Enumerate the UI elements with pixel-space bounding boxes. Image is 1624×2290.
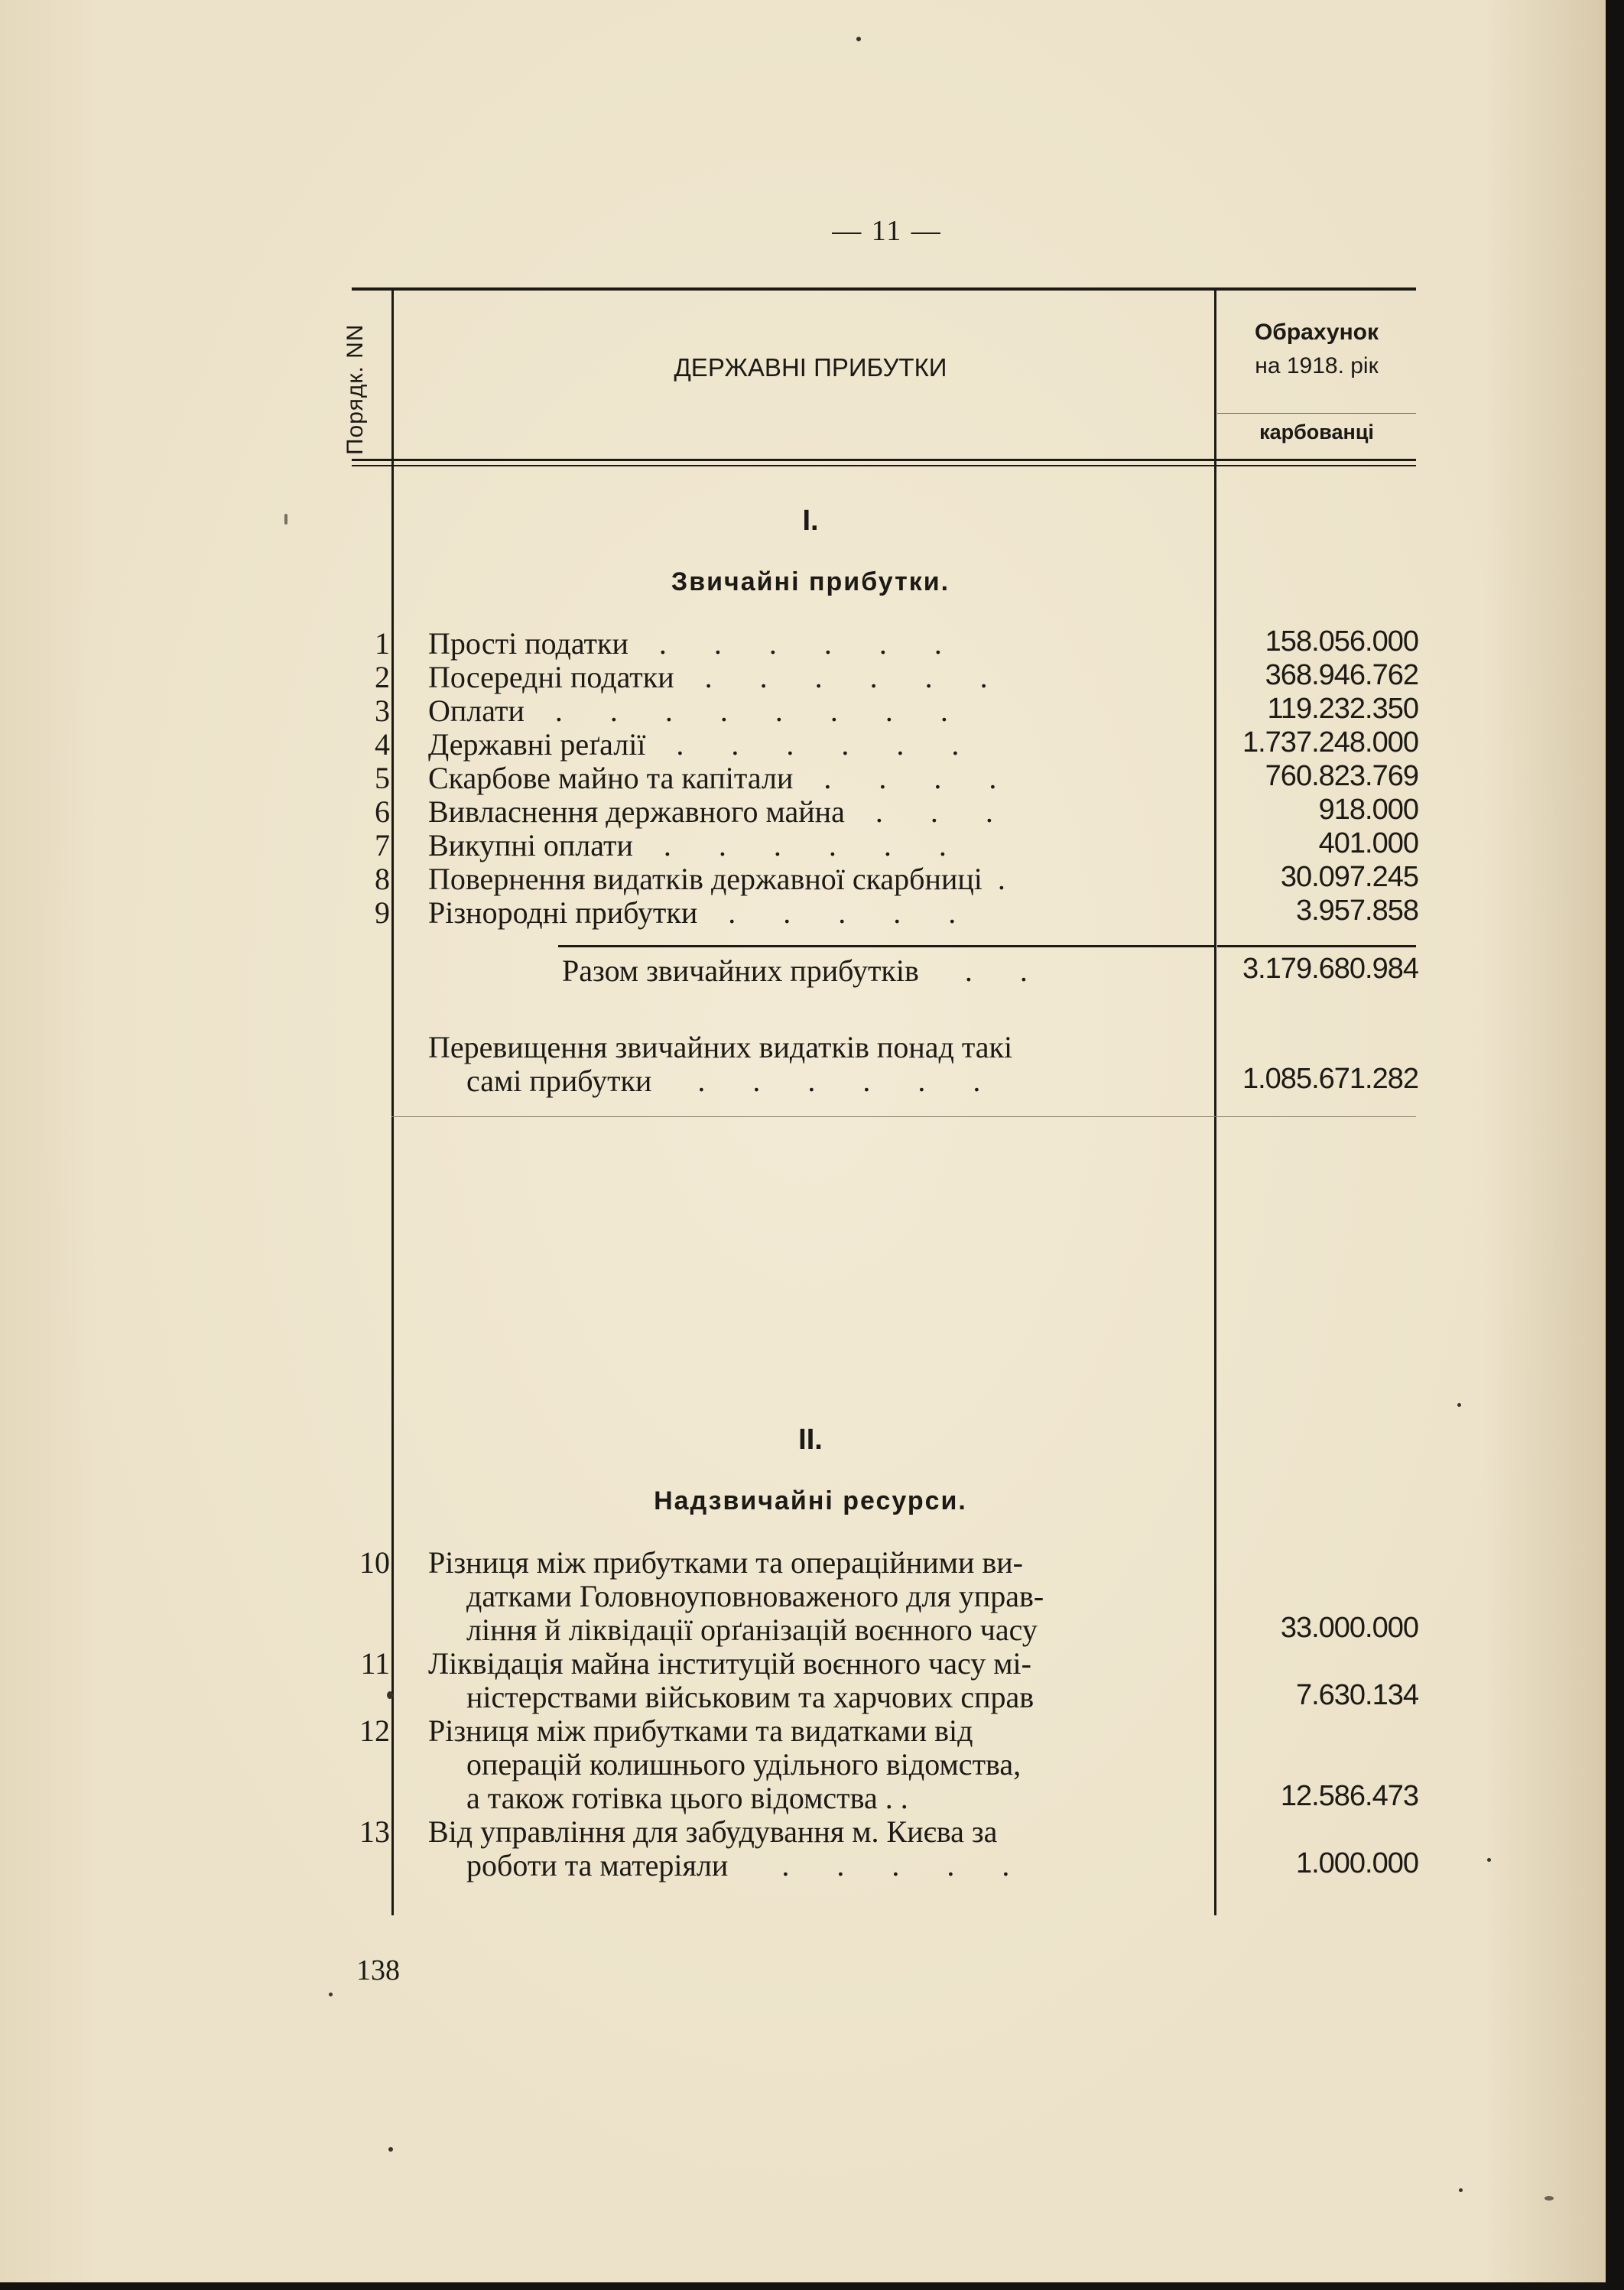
ink-speck xyxy=(387,1691,393,1699)
total-label: Разом звичайних прибутків . . xyxy=(562,953,1047,988)
ink-speck xyxy=(856,37,861,41)
table-title: ДЕРЖАВНІ ПРИБУТКИ xyxy=(674,353,947,382)
row-value: 368.946.762 xyxy=(1265,659,1418,691)
row-label: Скарбове майно та капітали . . . . xyxy=(428,761,1017,795)
excess-label-line1: Перевищення звичайних видатків понад такі xyxy=(428,1030,1013,1064)
section-2-number: II. xyxy=(798,1424,823,1456)
row-value: 158.056.000 xyxy=(1265,625,1418,658)
row-label-line2: ністерствами військовим та харчових справ xyxy=(466,1680,1034,1714)
excess-value: 1.085.671.282 xyxy=(1242,1063,1418,1095)
section-1-title: Звичайні прибутки. xyxy=(671,567,950,596)
row-value: 760.823.769 xyxy=(1265,760,1418,792)
row-label: Державні реґалії . . . . . . xyxy=(428,727,979,762)
ink-speck xyxy=(388,2147,393,2152)
row-number: 5 xyxy=(375,761,390,795)
row-label: Посередні податки . . . . . . xyxy=(428,660,1008,694)
row-label-line2: операцій колишнього удільного відомства, xyxy=(466,1747,1021,1782)
row-number: 6 xyxy=(375,794,390,829)
row-label-line2: датками Головноуповноваженого для управ- xyxy=(466,1579,1044,1613)
row-label: Вивласнення державного майна . . . xyxy=(428,794,1013,829)
row-value: 12.586.473 xyxy=(1280,1780,1418,1812)
section-gap-rule xyxy=(391,1116,1416,1117)
account-header-line1: Обрахунок xyxy=(1254,320,1379,345)
row-number: 11 xyxy=(360,1646,390,1681)
column-rule-order xyxy=(391,291,394,1915)
row-number: 2 xyxy=(375,660,390,694)
row-number: 1 xyxy=(375,626,390,661)
row-label-line2: роботи та матеріяли . . . . . xyxy=(466,1848,1030,1882)
page-number: — 11 — xyxy=(832,215,942,247)
row-label-line3: а також готівка цього відомства . . xyxy=(466,1781,908,1815)
header-bottom-rule-2 xyxy=(352,465,1416,466)
unit-header: карбованці xyxy=(1259,421,1374,443)
order-column-header: Порядк. NN xyxy=(343,323,368,455)
ink-speck xyxy=(284,514,287,525)
footer-number: 138 xyxy=(356,1954,400,1986)
row-value: 1.737.248.000 xyxy=(1242,726,1418,758)
section-1-number: I. xyxy=(802,505,819,537)
total-rule-right xyxy=(1217,945,1416,947)
ink-speck xyxy=(1459,2188,1463,2192)
total-rule-left xyxy=(558,945,1214,947)
row-value: 918.000 xyxy=(1318,794,1418,826)
row-number: 3 xyxy=(375,693,390,728)
header-bottom-rule xyxy=(352,459,1416,461)
row-label-line1: Від управління для забудування м. Києва за xyxy=(428,1814,998,1849)
excess-label-line2: самі прибутки . . . . . . xyxy=(466,1064,1001,1098)
ink-speck xyxy=(1487,1858,1491,1862)
row-label: Оплати . . . . . . . . xyxy=(428,693,968,728)
row-label-line1: Ліквідація майна інституцій воєнного часу мі- xyxy=(428,1646,1031,1681)
ink-speck xyxy=(329,1993,333,1996)
scan-edge xyxy=(1606,0,1624,2290)
row-label: Повернення видатків державної скарбниці . xyxy=(428,862,1025,896)
row-number: 8 xyxy=(375,862,390,896)
row-label: Викупні оплати . . . . . . xyxy=(428,828,966,862)
row-number: 4 xyxy=(375,727,390,762)
row-value: 33.000.000 xyxy=(1280,1612,1418,1644)
row-value: 7.630.134 xyxy=(1295,1679,1418,1711)
total-value: 3.179.680.984 xyxy=(1242,953,1418,985)
row-label: Прості податки . . . . . . xyxy=(428,626,962,661)
row-number: 12 xyxy=(359,1713,390,1748)
row-value: 1.000.000 xyxy=(1295,1847,1418,1879)
row-number: 7 xyxy=(375,828,390,862)
row-label-line3: ління й ліквідації орґанізацій воєнного часу xyxy=(466,1613,1038,1647)
ink-speck xyxy=(1544,2196,1554,2201)
row-number: 10 xyxy=(359,1545,390,1580)
section-2-title: Надзвичайні ресурси. xyxy=(654,1486,967,1515)
row-number: 13 xyxy=(359,1814,390,1849)
account-header-line2: на 1918. рік xyxy=(1255,353,1379,378)
unit-separator xyxy=(1217,413,1416,414)
row-label-line1: Різниця між прибутками та операційними ви- xyxy=(428,1545,1023,1580)
row-label-line1: Різниця між прибутками та видатками від xyxy=(428,1713,973,1748)
row-value: 30.097.245 xyxy=(1280,861,1418,893)
row-value: 401.000 xyxy=(1318,827,1418,859)
row-number: 9 xyxy=(375,895,390,930)
row-value: 119.232.350 xyxy=(1267,693,1418,725)
row-value: 3.957.858 xyxy=(1295,895,1418,927)
ink-speck xyxy=(1457,1403,1461,1407)
row-label: Різнородні прибутки . . . . . xyxy=(428,895,976,930)
table-top-rule xyxy=(352,287,1416,291)
